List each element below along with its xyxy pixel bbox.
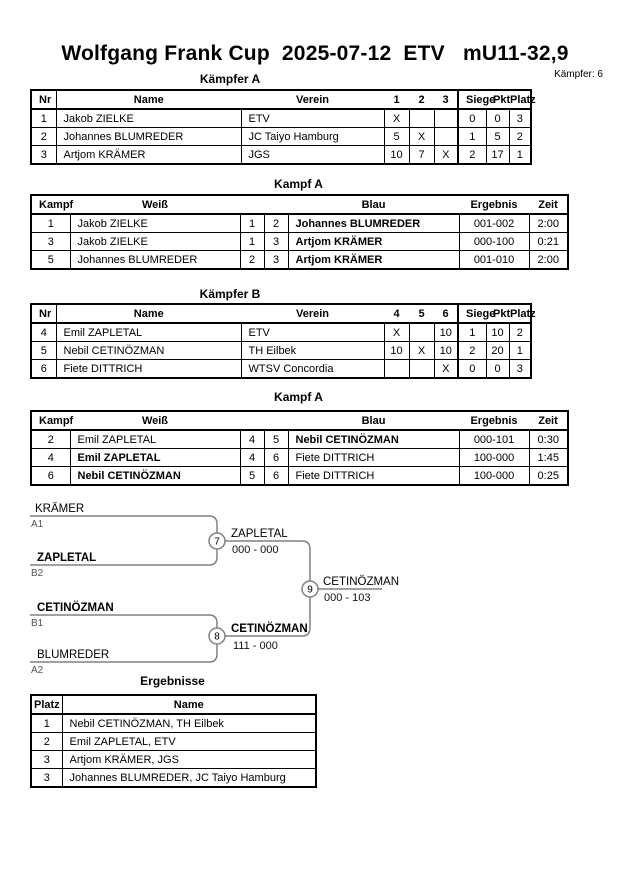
fighter-club: ETV: [241, 323, 384, 342]
col-siege: Siege: [458, 90, 486, 109]
wins-cell: 0: [458, 360, 486, 379]
wins-cell: 0: [458, 109, 486, 128]
seed-a2-name: BLUMREDER: [37, 649, 110, 661]
col-siege: Siege: [458, 304, 486, 323]
white-nr: 4: [240, 449, 264, 467]
match-9-score: 000 - 103: [324, 592, 371, 604]
blue-fighter: Fiete DITTRICH: [288, 467, 459, 486]
match-time: 2:00: [529, 251, 568, 270]
fighter-name: Johannes BLUMREDER: [56, 128, 241, 146]
table-row: [31, 109, 531, 128]
fighter-name: Emil ZAPLETAL: [56, 323, 241, 342]
fighter-club: JC Taiyo Hamburg: [241, 128, 384, 146]
score-cell: [409, 323, 434, 342]
results-header-row: [31, 695, 316, 714]
score-cell: [384, 360, 409, 379]
blue-fighter: Nebil CETINÖZMAN: [288, 430, 459, 449]
match-8-winner: CETINÖZMAN: [231, 623, 308, 635]
table-row: [31, 360, 531, 379]
pool-a-header-row: [31, 90, 531, 109]
result-place: 1: [31, 714, 62, 733]
blue-nr: 6: [264, 467, 288, 486]
pool-a-title: Kämpfer A: [199, 72, 261, 86]
col-spacer: [240, 411, 264, 430]
matches-b-title: Kampf A: [274, 390, 323, 404]
fighter-name: Artjom KRÄMER: [56, 146, 241, 165]
score-cell: X: [384, 323, 409, 342]
table-row: [31, 251, 568, 270]
matches-b-table: [30, 410, 569, 486]
match-result: 100-000: [459, 467, 529, 486]
pool-b-table: [30, 303, 536, 379]
table-row: [31, 714, 316, 733]
score-cell: X: [384, 109, 409, 128]
result-place: 3: [31, 751, 62, 769]
table-row: [31, 733, 316, 751]
match-8-number: 8: [214, 631, 220, 643]
matches-a-table: [30, 194, 569, 270]
col-blau: Blau: [288, 411, 459, 430]
points-cell: 17: [486, 146, 509, 165]
pool-a-table: [30, 89, 536, 165]
result-place: 2: [31, 733, 62, 751]
wins-cell: 1: [458, 323, 486, 342]
col-ergebnis: Ergebnis: [459, 195, 529, 214]
points-cell: 0: [486, 360, 509, 379]
col-3: 3: [434, 90, 458, 109]
place-cell: 2: [509, 128, 531, 146]
match-nr: 4: [31, 449, 70, 467]
place-cell: 1: [509, 342, 531, 360]
match-7-winner: ZAPLETAL: [231, 528, 288, 540]
fighter-nr: 6: [31, 360, 56, 379]
col-2: 2: [409, 90, 434, 109]
white-fighter: Emil ZAPLETAL: [70, 449, 240, 467]
matches-a-header-row: [31, 195, 568, 214]
match-result: 001-010: [459, 251, 529, 270]
seed-a1-name: KRÄMER: [35, 503, 85, 515]
match-7-score: 000 - 000: [232, 544, 279, 556]
score-cell: 5: [384, 128, 409, 146]
wins-cell: 2: [458, 146, 486, 165]
table-row: [31, 214, 568, 233]
match-8-score: 111 - 000: [233, 640, 278, 652]
fighter-nr: 3: [31, 146, 56, 165]
match-time: 0:21: [529, 233, 568, 251]
fighter-nr: 5: [31, 342, 56, 360]
col-spacer: [264, 195, 288, 214]
result-name: Emil ZAPLETAL, ETV: [62, 733, 316, 751]
score-cell: [434, 128, 458, 146]
result-place: 3: [31, 769, 62, 788]
seed-b1-code: B1: [31, 618, 44, 629]
table-row: [31, 430, 568, 449]
seed-b2-code: B2: [31, 568, 44, 579]
score-cell: X: [434, 146, 458, 165]
match-time: 1:45: [529, 449, 568, 467]
seed-b1-name: CETINÖZMAN: [37, 602, 114, 614]
blue-fighter: Johannes BLUMREDER: [288, 214, 459, 233]
col-name: Name: [56, 304, 241, 323]
points-cell: 0: [486, 109, 509, 128]
blue-nr: 3: [264, 233, 288, 251]
col-6: 6: [434, 304, 458, 323]
match-nr: 2: [31, 430, 70, 449]
place-cell: 3: [509, 109, 531, 128]
col-pkt: Pkt: [486, 304, 509, 323]
col-weiss: Weiß: [70, 411, 240, 430]
points-cell: 10: [486, 323, 509, 342]
final-bracket: [28, 498, 403, 678]
match-time: 2:00: [529, 214, 568, 233]
col-platz: Platz: [509, 304, 531, 323]
result-name: Artjom KRÄMER, JGS: [62, 751, 316, 769]
seed-a2-code: A2: [31, 665, 44, 676]
table-row: [31, 751, 316, 769]
col-verein: Verein: [241, 90, 384, 109]
table-row: [31, 233, 568, 251]
col-blau: Blau: [288, 195, 459, 214]
results-table: [30, 694, 317, 788]
table-row: [31, 769, 316, 788]
col-kampf: Kampf: [31, 195, 70, 214]
white-fighter: Emil ZAPLETAL: [70, 430, 240, 449]
pool-b-title: Kämpfer B: [199, 287, 261, 301]
match-time: 0:30: [529, 430, 568, 449]
col-5: 5: [409, 304, 434, 323]
place-cell: 2: [509, 323, 531, 342]
fighter-name: Nebil CETINÖZMAN: [56, 342, 241, 360]
fighter-club: WTSV Concordia: [241, 360, 384, 379]
score-cell: X: [434, 360, 458, 379]
blue-fighter: Artjom KRÄMER: [288, 233, 459, 251]
white-fighter: Nebil CETINÖZMAN: [70, 467, 240, 486]
place-cell: 1: [509, 146, 531, 165]
blue-nr: 5: [264, 430, 288, 449]
table-row: [31, 342, 531, 360]
score-cell: 10: [434, 323, 458, 342]
blue-fighter: Artjom KRÄMER: [288, 251, 459, 270]
blue-nr: 3: [264, 251, 288, 270]
points-cell: 20: [486, 342, 509, 360]
result-name: Nebil CETINÖZMAN, TH Eilbek: [62, 714, 316, 733]
match-nr: 1: [31, 214, 70, 233]
col-spacer: [264, 411, 288, 430]
white-fighter: Jakob ZIELKE: [70, 214, 240, 233]
table-row: [31, 323, 531, 342]
col-zeit: Zeit: [529, 411, 568, 430]
match-9-number: 9: [307, 584, 313, 596]
matches-a-title: Kampf A: [274, 177, 323, 191]
blue-fighter: Fiete DITTRICH: [288, 449, 459, 467]
table-row: [31, 128, 531, 146]
results-title: Ergebnisse: [140, 674, 205, 688]
fighter-club: TH Eilbek: [241, 342, 384, 360]
score-cell: X: [409, 128, 434, 146]
col-platz: Platz: [31, 695, 62, 714]
col-kampf: Kampf: [31, 411, 70, 430]
fighter-count: Kämpfer: 6: [554, 69, 603, 80]
fighter-club: ETV: [241, 109, 384, 128]
white-nr: 1: [240, 233, 264, 251]
match-9-winner: CETINÖZMAN: [323, 576, 400, 588]
fighter-name: Fiete DITTRICH: [56, 360, 241, 379]
col-zeit: Zeit: [529, 195, 568, 214]
white-nr: 1: [240, 214, 264, 233]
col-name: Name: [56, 90, 241, 109]
blue-nr: 6: [264, 449, 288, 467]
score-cell: 7: [409, 146, 434, 165]
col-pkt: Pkt: [486, 90, 509, 109]
white-nr: 2: [240, 251, 264, 270]
match-nr: 5: [31, 251, 70, 270]
match-time: 0:25: [529, 467, 568, 486]
score-cell: 10: [384, 146, 409, 165]
match-7-number: 7: [214, 536, 220, 548]
wins-cell: 2: [458, 342, 486, 360]
score-cell: [409, 109, 434, 128]
col-nr: Nr: [31, 90, 56, 109]
col-weiss: Weiß: [70, 195, 240, 214]
matches-b-header-row: [31, 411, 568, 430]
match-nr: 3: [31, 233, 70, 251]
score-cell: 10: [384, 342, 409, 360]
col-name: Name: [62, 695, 316, 714]
wins-cell: 1: [458, 128, 486, 146]
col-nr: Nr: [31, 304, 56, 323]
score-cell: [434, 109, 458, 128]
place-cell: 3: [509, 360, 531, 379]
table-row: [31, 467, 568, 486]
col-4: 4: [384, 304, 409, 323]
result-name: Johannes BLUMREDER, JC Taiyo Hamburg: [62, 769, 316, 788]
score-cell: 10: [434, 342, 458, 360]
fighter-nr: 1: [31, 109, 56, 128]
white-fighter: Johannes BLUMREDER: [70, 251, 240, 270]
match-result: 001-002: [459, 214, 529, 233]
fighter-name: Jakob ZIELKE: [56, 109, 241, 128]
pool-b-header-row: [31, 304, 531, 323]
bracket-line-a1: [30, 516, 217, 533]
blue-nr: 2: [264, 214, 288, 233]
match-result: 000-101: [459, 430, 529, 449]
col-platz: Platz: [509, 90, 531, 109]
fighter-nr: 2: [31, 128, 56, 146]
page-title: Wolfgang Frank Cup 2025-07-12 ETV mU11-32,9: [61, 42, 569, 65]
bracket-line-b1: [30, 615, 217, 628]
match-nr: 6: [31, 467, 70, 486]
fighter-nr: 4: [31, 323, 56, 342]
col-1: 1: [384, 90, 409, 109]
col-verein: Verein: [241, 304, 384, 323]
col-spacer: [240, 195, 264, 214]
match-result: 000-100: [459, 233, 529, 251]
match-result: 100-000: [459, 449, 529, 467]
white-nr: 4: [240, 430, 264, 449]
points-cell: 5: [486, 128, 509, 146]
score-cell: [409, 360, 434, 379]
score-cell: X: [409, 342, 434, 360]
white-nr: 5: [240, 467, 264, 486]
seed-a1-code: A1: [31, 519, 44, 530]
fighter-club: JGS: [241, 146, 384, 165]
white-fighter: Jakob ZIELKE: [70, 233, 240, 251]
col-ergebnis: Ergebnis: [459, 411, 529, 430]
table-row: [31, 449, 568, 467]
seed-b2-name: ZAPLETAL: [37, 552, 97, 564]
table-row: [31, 146, 531, 165]
